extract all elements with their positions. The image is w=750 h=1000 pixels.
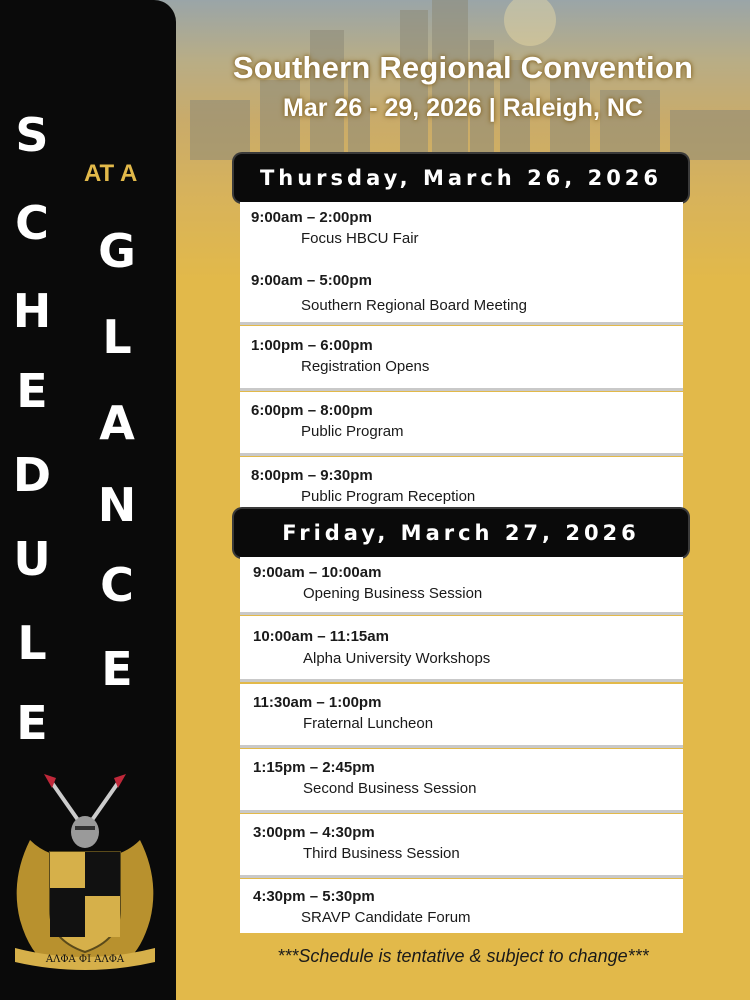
schedule-item xyxy=(240,326,683,391)
glance-letter-e: E xyxy=(101,642,133,696)
glance-letter-l: L xyxy=(102,310,132,364)
glance-letter-a: A xyxy=(99,396,135,450)
svg-text:ΑΛΦΑ ΦΙ ΑΛΦΑ: ΑΛΦΑ ΦΙ ΑΛΦΑ xyxy=(45,954,125,965)
schedule-item xyxy=(240,684,683,748)
schedule-item xyxy=(240,202,683,264)
fraternity-crest-icon xyxy=(10,770,160,970)
schedule-letter-h: H xyxy=(12,284,52,338)
item-event: Public Program xyxy=(301,423,404,440)
schedule-letter-u: U xyxy=(13,532,51,586)
item-event: Alpha University Workshops xyxy=(303,650,491,667)
day-banner-thursday: Thursday, March 26, 2026 xyxy=(234,154,688,202)
item-time: 1:00pm – 6:00pm xyxy=(251,337,373,354)
schedule-item xyxy=(240,879,683,933)
schedule-item xyxy=(240,749,683,813)
item-time: 10:00am – 11:15am xyxy=(253,628,389,645)
item-event: Focus HBCU Fair xyxy=(301,230,419,247)
item-event: Registration Opens xyxy=(301,358,430,375)
item-event: Fraternal Luncheon xyxy=(303,715,434,732)
tentative-disclaimer: ***Schedule is tentative & subject to change*** xyxy=(277,946,649,966)
schedule-letter-e: E xyxy=(16,364,48,418)
item-time: 9:00am – 2:00pm xyxy=(251,209,372,226)
item-event: Second Business Session xyxy=(303,780,477,797)
convention-title: Southern Regional Convention xyxy=(232,50,694,85)
schedule-item xyxy=(240,616,683,682)
item-event: SRAVP Candidate Forum xyxy=(301,909,471,926)
at-a-label: AT A xyxy=(84,160,138,187)
glance-letter-c: C xyxy=(100,558,134,612)
item-event: Third Business Session xyxy=(303,845,460,862)
item-time: 1:15pm – 2:45pm xyxy=(253,759,375,776)
day-banner-friday: Friday, March 27, 2026 xyxy=(234,509,688,557)
item-time: 11:30am – 1:00pm xyxy=(253,694,382,711)
item-time: 9:00am – 5:00pm xyxy=(251,272,372,289)
item-time: 8:00pm – 9:30pm xyxy=(251,467,373,484)
schedule-letter-l: L xyxy=(17,616,47,670)
glance-letter-n: N xyxy=(97,478,137,532)
item-time: 9:00am – 10:00am xyxy=(253,564,382,581)
item-event: Opening Business Session xyxy=(303,585,483,602)
schedule-item xyxy=(240,392,683,456)
schedule-letter-e2: E xyxy=(16,696,48,750)
schedule-letter-d: D xyxy=(12,448,52,502)
item-time: 3:00pm – 4:30pm xyxy=(253,824,375,841)
item-event: Southern Regional Board Meeting xyxy=(301,297,527,314)
convention-dates-location: Mar 26 - 29, 2026 | Raleigh, NC xyxy=(283,94,643,122)
schedule-item xyxy=(240,457,683,512)
glance-letter-g: G xyxy=(98,224,136,278)
item-time: 4:30pm – 5:30pm xyxy=(253,888,375,905)
schedule-letter-s: S xyxy=(15,108,49,162)
schedule-letter-c: C xyxy=(15,196,49,250)
item-time: 6:00pm – 8:00pm xyxy=(251,402,373,419)
schedule-item xyxy=(240,814,683,878)
item-event: Public Program Reception xyxy=(301,488,476,505)
schedule-item xyxy=(240,260,683,325)
schedule-item xyxy=(240,557,683,615)
